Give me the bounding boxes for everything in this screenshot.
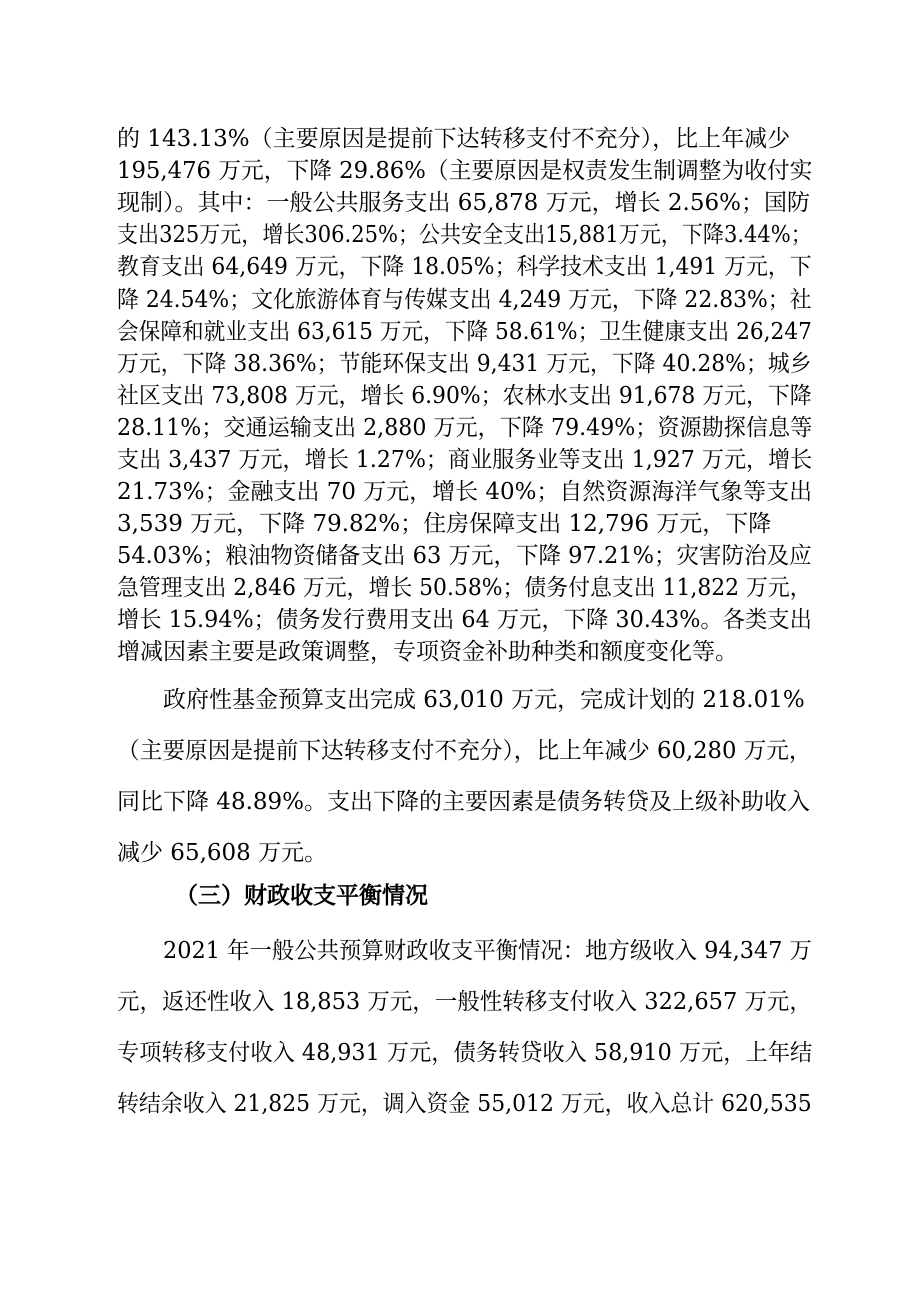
text-line: 支出325万元，增长306.25%；公共安全支出15,881万元，下降3.44%； bbox=[117, 222, 812, 248]
text-line: 急管理支出 2,846 万元，增长 50.58%；债务付息支出 11,822 万元， bbox=[117, 575, 812, 601]
text-line: （主要原因是提前下达转移支付不充分），比上年减少 60,280 万元， bbox=[117, 738, 812, 764]
section-heading: （三）财政收支平衡情况 bbox=[175, 883, 428, 909]
text-line: 增减因素主要是政策调整，专项资金补助种类和额度变化等。 bbox=[117, 639, 738, 665]
text-line: 教育支出 64,649 万元，下降 18.05%；科学技术支出 1,491 万元，下 bbox=[117, 254, 812, 280]
text-line: 28.11%；交通运输支出 2,880 万元，下降 79.49%；资源勘探信息等 bbox=[117, 415, 813, 441]
text-line: 会保障和就业支出 63,615 万元，下降 58.61%；卫生健康支出 26,247 bbox=[117, 319, 812, 345]
text-line: 元，返还性收入 18,853 万元，一般性转移支付收入 322,657 万元， bbox=[117, 989, 812, 1015]
text-line: 的 143.13%（主要原因是提前下达转移支付不充分），比上年减少 bbox=[117, 126, 791, 152]
text-line: 政府性基金预算支出完成 63,010 万元，完成计划的 218.01% bbox=[163, 687, 805, 713]
text-line: 3,539 万元，下降 79.82%；住房保障支出 12,796 万元，下降 bbox=[117, 511, 772, 537]
text-line: 减少 65,608 万元。 bbox=[117, 840, 328, 866]
text-line: 同比下降 48.89%。支出下降的主要因素是债务转贷及上级补助收入 bbox=[117, 789, 811, 815]
text-line: 195,476 万元，下降 29.86%（主要原因是权责发生制调整为收付实 bbox=[117, 158, 813, 184]
text-line: 专项转移支付收入 48,931 万元，债务转贷收入 58,910 万元，上年结 bbox=[117, 1040, 813, 1066]
text-line: 54.03%；粮油物资储备支出 63 万元，下降 97.21%；灾害防治及应 bbox=[117, 543, 812, 569]
text-line: 支出 3,437 万元，增长 1.27%；商业服务业等支出 1,927 万元，增长 bbox=[117, 447, 813, 473]
text-line: 2021 年一般公共预算财政收支平衡情况：地方级收入 94,347 万 bbox=[163, 938, 812, 964]
text-line: 现制）。其中：一般公共服务支出 65,878 万元，增长 2.56%；国防 bbox=[117, 190, 810, 216]
text-line: 社区支出 73,808 万元，增长 6.90%；农林水支出 91,678 万元，下降 bbox=[117, 383, 812, 409]
text-line: 21.73%；金融支出 70 万元，增长 40%；自然资源海洋气象等支出 bbox=[117, 479, 813, 505]
text-line: 万元，下降 38.36%；节能环保支出 9,431 万元，下降 40.28%；城乡 bbox=[117, 351, 812, 377]
text-line: 增长 15.94%；债务发行费用支出 64 万元，下降 30.43%。各类支出 bbox=[117, 607, 812, 633]
text-line: 转结余收入 21,825 万元，调入资金 55,012 万元，收入总计 620,535 bbox=[117, 1091, 812, 1117]
text-line: 降 24.54%；文化旅游体育与传媒支出 4,249 万元，下降 22.83%；社 bbox=[117, 287, 812, 313]
